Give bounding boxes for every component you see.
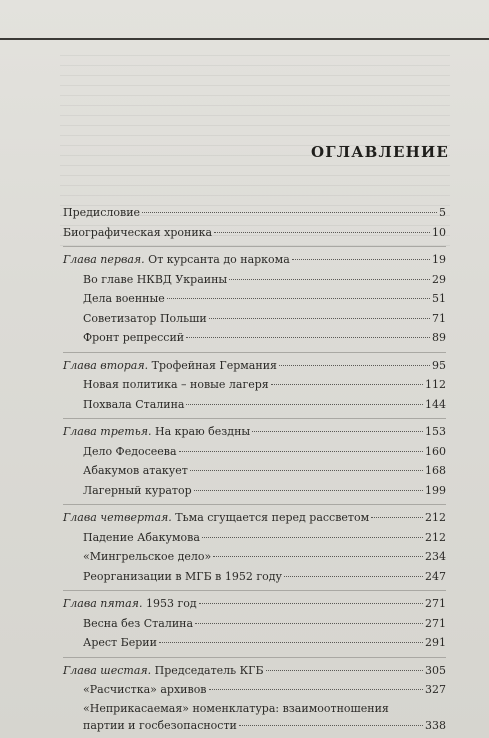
toc-entry[interactable] (63, 223, 446, 243)
dot-leader (213, 556, 423, 557)
toc-entry-label: «Мингрельское дело» (83, 550, 212, 563)
toc-entry-label-line2 (83, 717, 446, 734)
dot-leader (195, 623, 423, 624)
dot-leader (190, 470, 423, 471)
page-number: 199 (425, 483, 446, 497)
toc-entry-label (63, 661, 264, 681)
page-number: 89 (432, 331, 446, 344)
toc-entry-label (63, 250, 290, 270)
section-divider (63, 504, 446, 505)
toc-entry[interactable] (63, 375, 446, 395)
dot-leader (202, 537, 423, 538)
toc-entry-label: Дела военные (83, 292, 165, 305)
chapter-number: Глава вторая. (63, 358, 149, 372)
page-number: 144 (425, 397, 446, 411)
toc-entry[interactable] (63, 547, 446, 567)
toc-entry-label: Похвала Сталина (83, 397, 185, 411)
page-number: 112 (425, 378, 446, 391)
section-divider (63, 590, 446, 591)
section-divider (63, 246, 446, 247)
toc-entry-label: Арест Берии (83, 636, 157, 649)
page-number: 71 (432, 311, 446, 325)
chapter-title: 1953 год (142, 597, 197, 610)
chapter-number: Глава третья. (63, 425, 152, 438)
toc-chapter[interactable] (63, 508, 446, 528)
dot-leader (209, 318, 430, 319)
section-divider (63, 418, 446, 419)
toc-entry-label: Лагерный куратор (83, 483, 192, 497)
page-number: 160 (425, 444, 446, 458)
toc-entry[interactable] (63, 614, 446, 634)
page-number: 5 (439, 206, 446, 219)
dot-leader (292, 259, 430, 260)
toc-entry-label: Реорганизации в МГБ в 1952 году (83, 569, 282, 583)
section-divider (63, 352, 446, 353)
dot-leader (239, 725, 423, 726)
chapter-title: Трофейная Германия (148, 358, 277, 372)
chapter-title: На краю бездны (151, 425, 251, 438)
page-number: 338 (425, 718, 446, 732)
page-number: 95 (432, 358, 446, 372)
toc-chapter[interactable] (63, 594, 446, 614)
toc-entry[interactable] (63, 461, 446, 481)
chapter-number: Глава четвертая. (63, 511, 172, 524)
toc-entry-label (63, 508, 369, 528)
toc-entry[interactable] (63, 567, 446, 587)
toc-entry-label: Новая политика – новые лагеря (83, 378, 269, 391)
dot-leader (214, 232, 430, 233)
dot-leader (179, 451, 423, 452)
toc-chapter[interactable] (63, 661, 446, 681)
toc-entry[interactable] (63, 442, 446, 462)
toc-entry[interactable] (63, 680, 446, 700)
toc-entry-label: Абакумов атакует (83, 464, 188, 477)
page-number: 10 (432, 225, 446, 239)
page-number: 291 (425, 636, 446, 649)
dot-leader (186, 404, 423, 405)
chapter-title: Тьма сгущается перед рассветом (171, 511, 370, 524)
header-rule (0, 38, 489, 40)
toc-entry[interactable] (63, 481, 446, 501)
page-number: 168 (425, 464, 446, 477)
toc-entry[interactable] (63, 289, 446, 309)
toc-entry-label: партии и госбезопасности (83, 718, 237, 732)
page-number: 212 (425, 530, 446, 544)
toc-entry[interactable] (63, 270, 446, 290)
toc-entry[interactable] (63, 328, 446, 348)
chapter-number: Глава шестая. (63, 663, 152, 677)
page-number: 271 (425, 597, 446, 610)
toc-entry[interactable] (63, 700, 446, 734)
page-number: 234 (425, 550, 446, 563)
section-divider (63, 657, 446, 658)
dot-leader (142, 212, 437, 213)
toc-entry-label (63, 594, 197, 614)
page-number: 305 (425, 663, 446, 677)
toc-entry-label: Предисловие (63, 206, 141, 219)
page-number: 247 (425, 569, 446, 583)
toc-entry-label: Во главе НКВД Украины (83, 272, 228, 286)
dot-leader (279, 365, 430, 366)
toc-entry[interactable] (63, 203, 446, 223)
toc-entry-label-line1: «Неприкасаемая» номенклатура: взаимоотношения (83, 701, 389, 715)
toc-entry[interactable] (63, 395, 446, 415)
toc-entry-label: Дело Федосеева (83, 444, 177, 458)
page-number: 29 (432, 272, 446, 286)
toc-entry[interactable] (63, 528, 446, 548)
toc-chapter[interactable] (63, 250, 446, 270)
table-of-contents (63, 203, 446, 734)
toc-title: ОГЛАВЛЕНИЕ (310, 143, 449, 161)
dot-leader (209, 689, 423, 690)
dot-leader (229, 279, 430, 280)
page-number: 19 (432, 253, 446, 266)
page-number: 51 (432, 292, 446, 305)
toc-entry-label (63, 356, 277, 376)
page-number: 153 (425, 425, 446, 438)
toc-chapter[interactable] (63, 356, 446, 376)
toc-chapter[interactable] (63, 422, 446, 442)
toc-entry-label: Советизатор Польши (83, 311, 207, 325)
dot-leader (159, 642, 423, 643)
toc-entry-label: «Расчистка» архивов (83, 683, 207, 696)
chapter-number: Глава первая. (63, 253, 145, 266)
dot-leader (284, 576, 423, 577)
toc-entry-label: Фронт репрессий (83, 331, 185, 344)
dot-leader (271, 384, 423, 385)
dot-leader (199, 603, 423, 604)
dot-leader (194, 490, 423, 491)
toc-entry-label: Весна без Сталина (83, 616, 194, 630)
toc-entry-label: Падение Абакумова (83, 530, 200, 544)
dot-leader (371, 517, 423, 518)
page-number: 212 (425, 511, 446, 524)
chapter-number: Глава пятая. (63, 597, 143, 610)
toc-entry-label (63, 422, 250, 442)
dot-leader (266, 670, 423, 671)
dot-leader (252, 431, 423, 432)
toc-entry-label: Биографическая хроника (63, 225, 213, 239)
chapter-title: От курсанта до наркома (144, 253, 290, 266)
chapter-title: Председатель КГБ (151, 663, 264, 677)
toc-entry[interactable] (63, 633, 446, 653)
page-number: 327 (425, 683, 446, 696)
toc-entry[interactable] (63, 309, 446, 329)
dot-leader (186, 337, 430, 338)
dot-leader (167, 298, 430, 299)
page-number: 271 (425, 616, 446, 630)
